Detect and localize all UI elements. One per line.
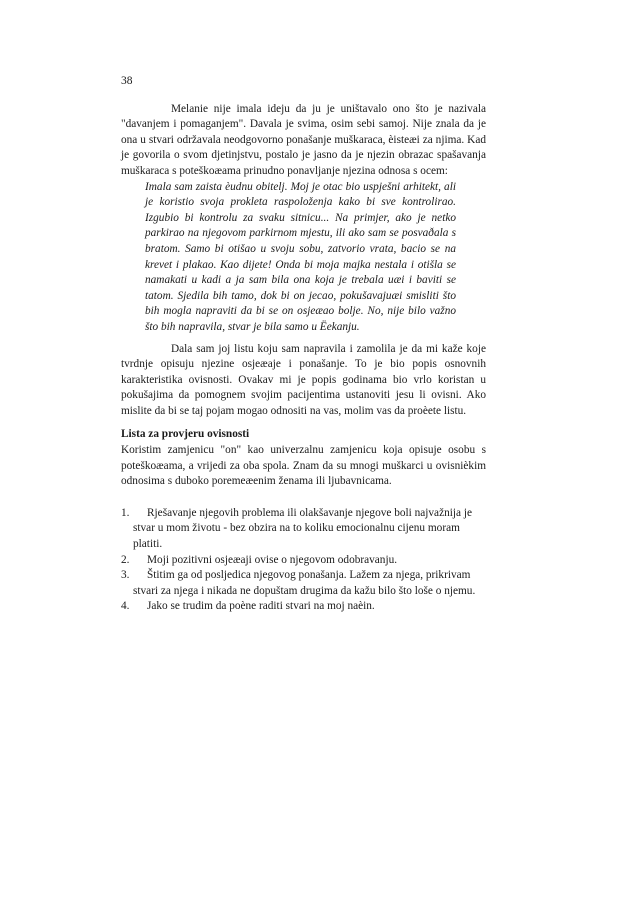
- list-item: [121, 568, 486, 599]
- list-item-text: Jako se trudim da poène raditi stvari na moj naèin.: [147, 600, 375, 613]
- paragraph-pronoun-note: Koristim zamjenicu "on" kao univerzalnu zamjenicu koja opisuje osobu s poteškoæama, a vrijedi za oba spola. Znam da su mnogi muškarci u ovisnièkim odnosima s duboko poremeæenim ženama ili ljubavnicama.: [121, 444, 486, 488]
- list-item-text: Štitim ga od posljedica njegovog ponašanja. Lažem za njega, prikrivam stvari za njega i nikada ne dopuštam drugima da kažu bilo što loše o njemu.: [133, 569, 476, 597]
- list-item-number: 2.: [121, 553, 130, 566]
- paragraph-intro: Melanie nije imala ideju da ju je uništavalo ono što je nazivala "davanjem i pomaganjem". Davala je svima, osim sebi samoj. Nije znala da je ona u stvari održavala neodgovorno ponašanje muškaraca, èisteæi za njima. Kad je govorila o svom djetinjstvu, postalo je jasno da je njezin obrazac spašavanja muškaraca s poteškoæama prinudno ponavljanje njezina odnosa s ocem:: [121, 102, 486, 177]
- list-item: [121, 599, 486, 615]
- section-title: Lista za provjeru ovisnosti: [121, 428, 250, 441]
- list-item: [121, 553, 486, 569]
- list-item-number: 1.: [121, 506, 130, 519]
- list-item-number: 4.: [121, 600, 130, 613]
- list-item-number: 3.: [121, 569, 130, 582]
- checklist: [121, 506, 486, 615]
- document-page: [121, 74, 486, 615]
- list-item: [121, 506, 486, 553]
- list-item-text: Rješavanje njegovih problema ili olakšavanje njegove boli najvažnija je stvar u mom životu - bez obzira na to koliku emocionalnu cijenu moram platiti.: [133, 506, 472, 551]
- page-number: 38: [121, 75, 133, 87]
- paragraph-list-intro: Dala sam joj listu koju sam napravila i zamolila je da mi kaže koje tvrdnje opisuju njezine osjeæaje i ponašanje. To je bio popis osnovnih karakteristika ovisnosti. Ovakav mi je popis godinama bio vrlo koristan u pokušajima da pomognem svojim pacijentima ustanoviti jesu li ovisni. Ako mislite da bi se taj pojam mogao odnositi na vas, molim vas da proèete listu.: [121, 342, 486, 417]
- block-quote: Imala sam zaista èudnu obitelj. Moj je otac bio uspješni arhitekt, ali je koristio svoja prokleta raspoloženja kako bi sve kontrolirao. Izgubio bi kontrolu za svaku sitnicu... Na primjer, ako je netko parkirao na njegovom parkirnom mjestu, ili ako sam se posvaðala s bratom. Samo bi otišao u svoju sobu, zatvorio vrata, bacio se na krevet i plakao. Kao dijete! Onda bi moja majka nestala i otišla se namakati u kadi a ja sam bila ona koja je trebala uæi i baviti se tatom. Sjedila bih tamo, dok bi on jecao, pokušavajuæi smisliti što bih mogla napraviti da bi se on osjeæao bolje. No, nije bilo važno što bih napravila, stvar je bila samo u Ëekanju.: [145, 180, 456, 333]
- list-item-text: Moji pozitivni osjeæaji ovise o njegovom odobravanju.: [147, 553, 398, 566]
